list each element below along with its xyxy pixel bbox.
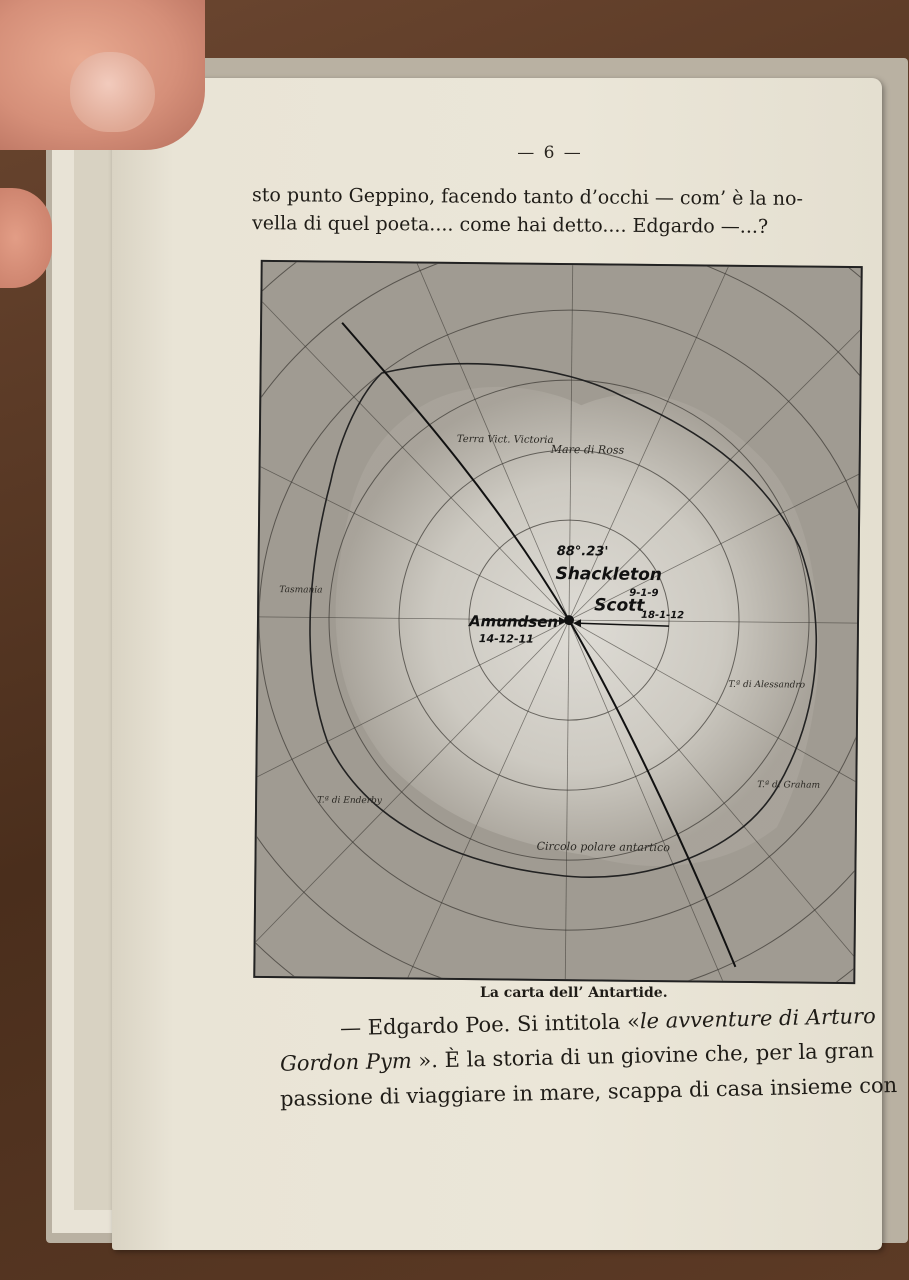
book-title-part2: Gordon Pym: [279, 1048, 412, 1076]
thumbnail: [70, 52, 155, 132]
label-enderby: T.ª di Enderby: [317, 795, 382, 807]
shackleton-label: Shackleton: [555, 563, 663, 586]
antarctica-map: [253, 260, 862, 984]
amundsen-date: 14-12-11: [478, 632, 534, 646]
label-alessandro: T.ª di Alessandro: [728, 679, 806, 691]
label-tasmania: Tasmania: [279, 585, 323, 596]
scott-date: 18-1-12: [641, 609, 685, 622]
para-line1-start: — Edgardo Poe. Si intitola «: [339, 1009, 641, 1041]
amundsen-label: Amundsen: [468, 612, 559, 632]
text-line-2: vella di quel poeta.... come hai detto.... Edgardo —...?: [251, 212, 769, 238]
label-terra-vittoria: Terra Vict. Victoria: [456, 433, 554, 446]
label-circolo-polare: Circolo polare antartico: [536, 839, 670, 855]
page-number: — 6 —: [517, 143, 583, 163]
label-graham: T.ª di Graham: [757, 780, 821, 791]
label-mare-ross: Mare di Ross: [550, 442, 625, 457]
shackleton-date: 9-1-9: [629, 587, 659, 600]
para-line2-rest: ». È la storia di un giovine che, per la gran: [418, 1038, 875, 1073]
text-line-1: sto punto Geppino, facendo tanto d’occhi — com’ è la no-: [251, 184, 804, 210]
paragraph-line-3: passione di viaggiare in mare, scappa di casa insieme con: [279, 1073, 898, 1111]
map-svg: [255, 262, 860, 982]
book-title-part1: le avventure di Arturo: [639, 1003, 876, 1034]
scott-label: Scott: [594, 595, 645, 616]
shackleton-latitude: 88°.23': [556, 543, 609, 560]
map-caption: La carta dell’ Antartide.: [480, 985, 668, 1001]
